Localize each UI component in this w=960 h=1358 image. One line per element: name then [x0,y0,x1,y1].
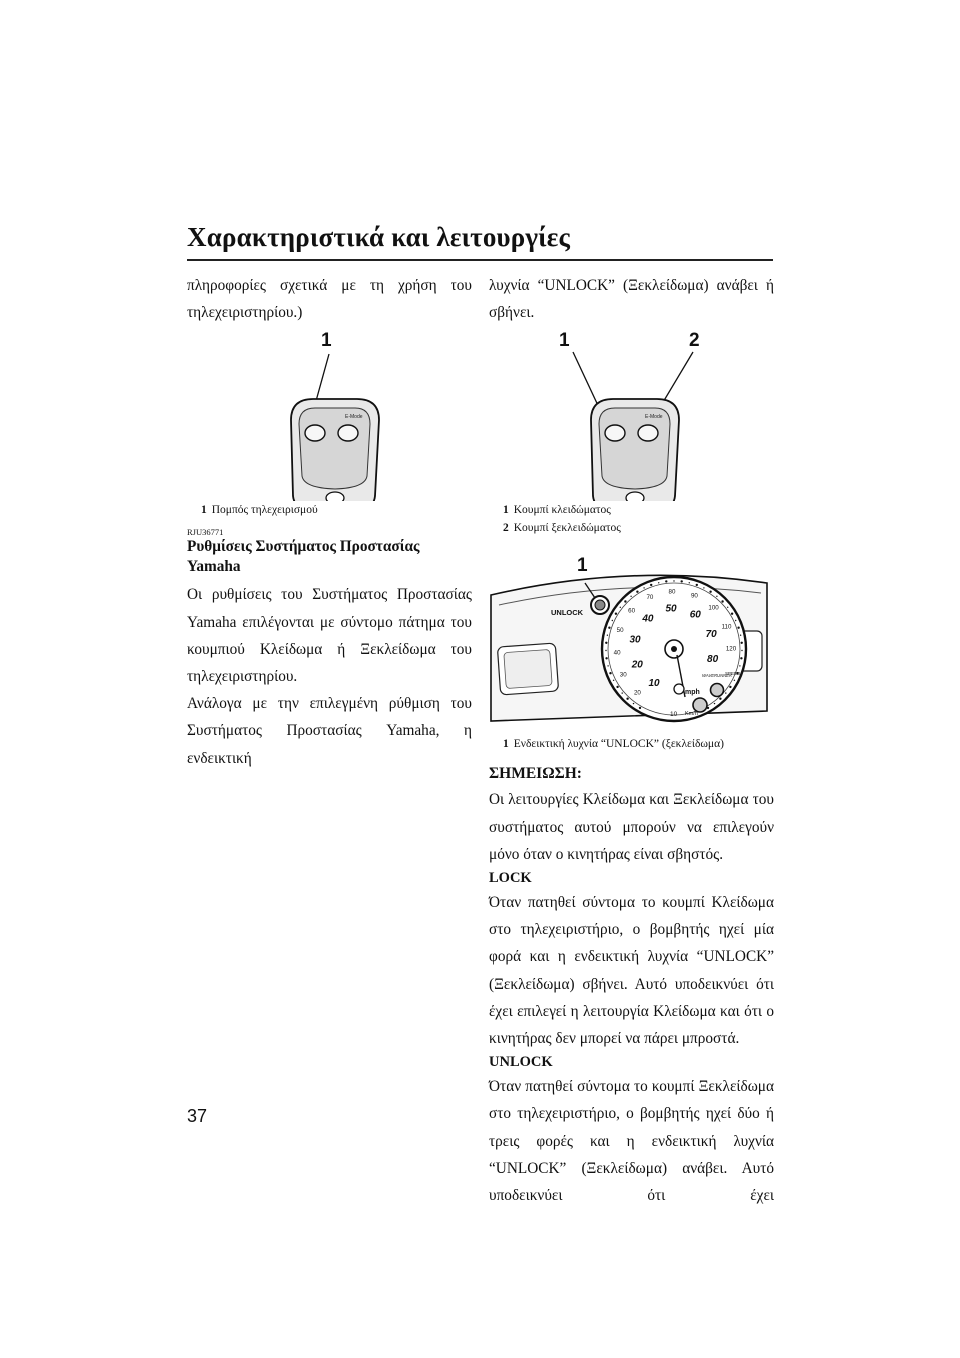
gauge-tick [703,588,704,589]
outer-scale-label-100: 100 [708,605,719,613]
unit-mph: mph [685,689,700,697]
caption-num: 1 [201,504,207,517]
figure3-caption [489,735,774,753]
gauge-tick [633,703,634,704]
gauge-tick [740,658,742,660]
gauge-tick [673,581,674,582]
gauge-tick [624,601,626,603]
section-code: RJU36771 [187,527,224,538]
caption-text: Πομπός τηλεχειρισμού [211,504,318,517]
gauge-tick [616,686,618,688]
gauge-tick [731,613,733,615]
gauge-tick [609,672,611,674]
gauge-tick [689,583,690,584]
gauge-tick [658,583,659,584]
inner-scale-label-10: 10 [648,678,660,690]
unlock-panel-label: UNLOCK [551,608,584,618]
unlock-text: Όταν πατηθεί σύντομα το κουμπί Ξεκλείδωμα στο τηλεχειριστήριο, ο βομβητής ηχεί δύο ή τρεις φορές και η ενδεικτική λυχνία “UNLOCK” (Ξεκλείδωμα) ανάβει. Αυτό υποδεικνύει ότι έχει [489,1078,774,1205]
gauge-tick [727,607,728,608]
figure-remote-buttons [489,326,774,501]
inner-scale-label-60: 60 [689,610,701,622]
gauge-tick [605,642,607,644]
lock-heading: LOCK [489,870,532,887]
inner-scale-label-30: 30 [629,635,641,647]
callout-1: 1 [321,330,332,352]
inner-scale-label-50: 50 [665,604,677,616]
gauge-tick [626,698,628,700]
gauge-tick [620,607,621,608]
inner-scale-bottom-label: 10 [670,711,678,719]
gauge-tick [605,650,606,651]
outer-scale-label-90: 90 [690,592,698,600]
caption-text: Ενδεικτική λυχνία “UNLOCK” (ξεκλείδωμα) [513,738,724,751]
callout-unlock-indicator: 1 [577,555,588,577]
gauge-tick [608,627,610,629]
gauge-tick [612,620,613,621]
remote-buttons-illustration [489,326,774,501]
gauge-tick [739,666,740,667]
unlock-heading: UNLOCK [489,1054,553,1071]
figure2-caption [489,501,774,537]
outer-scale-label-70: 70 [646,594,654,602]
note-text: Οι λειτουργίες Κλείδωμα και Ξεκλείδωμα του συστήματος αυτού μπορούν να επιλεγούν μόνο όταν ο κινητήρας είναι σβηστός. [489,791,774,863]
caption-text: Κουμπί ξεκλειδώματος [513,522,621,535]
gauge-tick [650,584,652,586]
figure1-caption [187,501,472,519]
caption-num: 2 [503,522,509,535]
gauge-tick [639,707,641,709]
gauge-tick [741,650,742,651]
gauge-tick [607,666,608,667]
outer-scale-label-120: 120 [725,646,737,654]
gauge-tick [716,596,717,597]
gauge-tick [607,635,608,636]
gauge-tick [734,680,735,681]
lock-text: Όταν πατηθεί σύντομα το κουμπί Κλείδωμα στο τηλεχειριστήριο, ο βομβητής ηχεί μία φορά και η ενδεικτική λυχνία “UNLOCK” (Ξεκλείδωμα) σβήνει. Αυτό υποδεικνύει ότι έχει επιλεγεί η λειτουργία Κλείδωμα και ότι ο κινητήρας δεν μπορεί να πάρει μπροστά. [489,894,774,1048]
gauge-tick [681,581,683,583]
gauge-tick [665,581,667,583]
inner-scale-label-20: 20 [631,660,643,672]
gauge-tick [605,658,607,660]
brand-label: WAVERUNNER [702,673,732,679]
gauge-tick [737,627,739,629]
note-heading: ΣΗΜΕΙΩΣΗ: [489,765,582,783]
right-column [489,272,774,1209]
gauge-tick [613,680,614,681]
inner-scale-label-70: 70 [705,629,717,641]
page-number: 37 [187,1106,208,1126]
gauge-tick [696,584,698,586]
gauge-tick [719,698,721,700]
gauge-tick [630,596,631,597]
caption-num: 1 [503,504,509,517]
figure-remote-transmitter [187,326,472,501]
outer-scale-label-30: 30 [619,671,627,679]
gauge-tick [740,635,741,636]
gauge-tick [735,620,736,621]
gauge-tick [729,686,731,688]
outer-scale-label-50: 50 [616,627,624,635]
figure-instrument-panel [489,545,774,735]
left-paragraph-1: Οι ρυθμίσεις του Συστήματος Προστασίας Yamaha επιλέγονται με σύντομο πάτημα του κουμπιού Κλείδωμα ή Ξεκλείδωμα του τηλεχειριστηρίου. [187,586,472,686]
gauge-tick [741,642,743,644]
gauge-tick [622,693,623,694]
remote2-mode-label: E-Mode [645,414,663,421]
caption-num: 1 [503,738,509,751]
unit-kmh: Km/h [685,711,698,718]
remote-transmitter-illustration [187,326,472,501]
outer-scale-label-60: 60 [628,607,636,615]
right-intro-text: λυχνία “UNLOCK” (Ξεκλείδωμα) ανάβει ή σβήνει. [489,277,774,322]
outer-scale-label-40: 40 [613,650,621,658]
gauge-tick [721,601,723,603]
gauge-tick [709,591,711,593]
outer-scale-label-80: 80 [668,589,676,597]
caption-text: Κουμπί κλειδώματος [513,504,611,517]
gauge-tick [615,613,617,615]
callout-unlock: 2 [689,330,700,352]
outer-scale-label-20: 20 [633,689,641,697]
title-rule [187,259,773,261]
gauge-tick [714,703,715,704]
gauge-tick [636,591,638,593]
left-paragraph-2: Ανάλογα με την επιλεγμένη ρύθμιση του Συστήματος Προστασίας Yamaha, η ενδεικτική [187,695,472,767]
gauge-tick [725,693,726,694]
remote-mode-label: E-Mode [345,414,363,421]
outer-scale-label-110: 110 [721,623,732,631]
left-intro-text: πληροφορίες σχετικά με τη χρήση του τηλεχειριστηρίου.) [187,277,472,322]
speed-label: SPEED [725,671,741,677]
inner-scale-label-80: 80 [707,654,719,666]
instrument-panel-illustration [489,545,774,735]
left-column [187,272,472,772]
page-title: Χαρακτηριστικά και λειτουργίες [187,222,571,252]
section-heading: Ρυθμίσεις Συστήματος Προστασίας Yamaha [187,538,420,576]
callout-lock: 1 [559,330,570,352]
gauge-tick [643,588,644,589]
inner-scale-label-40: 40 [642,613,654,625]
